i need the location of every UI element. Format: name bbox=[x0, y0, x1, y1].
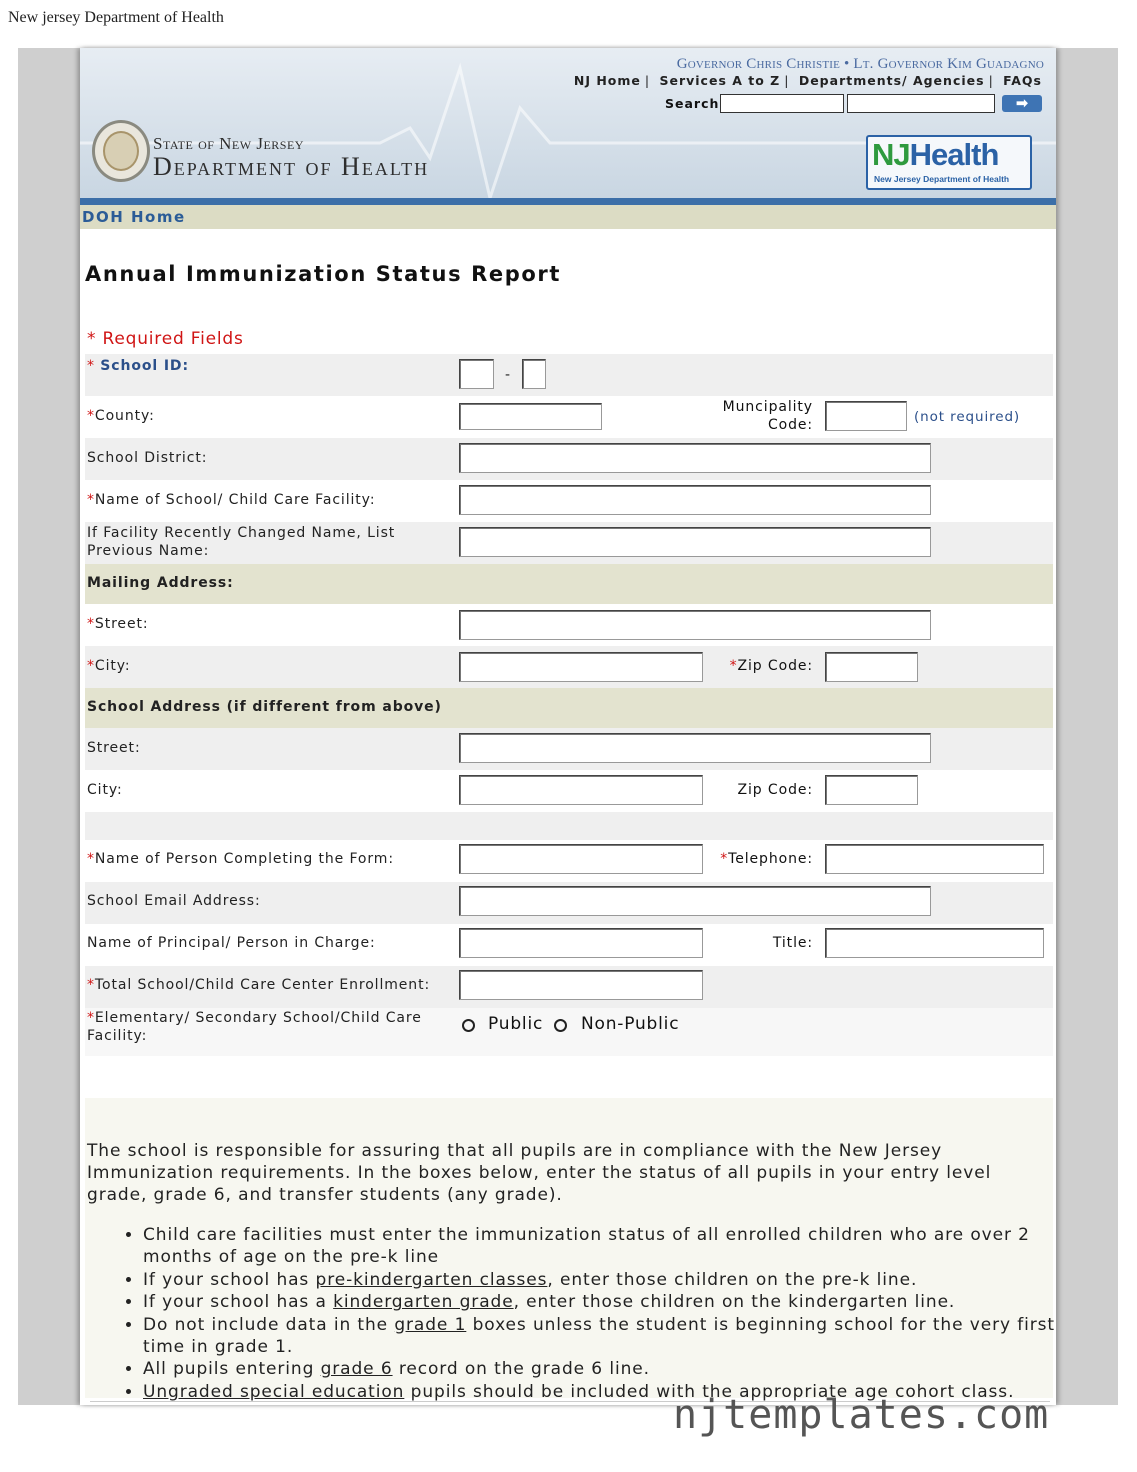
state-seal-icon bbox=[92, 120, 150, 182]
school-street-label: Street: bbox=[87, 740, 141, 756]
school-street-input[interactable] bbox=[459, 733, 931, 763]
grade-1-link[interactable]: grade 1 bbox=[394, 1314, 467, 1335]
school-id-part1-input[interactable] bbox=[459, 359, 494, 389]
school-zip-label: Zip Code: bbox=[737, 782, 813, 798]
nav-nj-home[interactable]: NJ Home bbox=[573, 73, 641, 88]
required-fields-note: * Required Fields bbox=[87, 329, 244, 349]
doh-nav-bar bbox=[80, 205, 1056, 229]
school-name-input[interactable] bbox=[459, 485, 931, 515]
pre-k-link[interactable]: pre-kindergarten classes bbox=[315, 1269, 548, 1290]
row-facility-type bbox=[85, 1008, 1053, 1056]
title-input[interactable] bbox=[825, 928, 1044, 958]
form-page bbox=[80, 48, 1056, 1405]
row-school-name: *Name of School/ Child Care Facility: bbox=[85, 480, 1053, 522]
instructions-paragraph: The school is responsible for assuring that all pupils are in compliance with the New Jersey Immunization requirements. In the boxes below, enter the status of all pupils in your entry level grade, grade 6, and transfer students (any grade). bbox=[87, 1141, 992, 1205]
non-public-label: Non-Public bbox=[581, 1014, 680, 1034]
kindergarten-link[interactable]: kindergarten grade bbox=[333, 1292, 514, 1313]
public-label: Public bbox=[488, 1014, 544, 1034]
watermark: njtemplates.com bbox=[673, 1392, 1050, 1438]
special-education-link[interactable]: Ungraded special education bbox=[143, 1381, 405, 1402]
instruction-item-1: • Child care facilities must enter the immunization status of all enrolled children who are over 2 months of age on the pre-k line bbox=[143, 1224, 1083, 1269]
telephone-input[interactable] bbox=[825, 844, 1044, 874]
school-district-input[interactable] bbox=[459, 443, 931, 473]
facility-type-label: *Elementary/ Secondary School/Child Care Facility: bbox=[87, 1010, 422, 1044]
logo-nj: NJ bbox=[872, 137, 910, 172]
document-header: New jersey Department of Health bbox=[8, 9, 224, 26]
school-email-label: School Email Address: bbox=[87, 893, 261, 909]
search-scope-input[interactable] bbox=[847, 94, 995, 113]
county-input[interactable] bbox=[459, 403, 602, 430]
grade-6-link[interactable]: grade 6 bbox=[320, 1359, 393, 1380]
enrollment-input[interactable] bbox=[459, 970, 703, 1000]
governor-line: Governor Chris Christie • Lt. Governor Kim Guadagno bbox=[676, 56, 1044, 72]
school-name-label: Name of School/ Child Care Facility: bbox=[94, 492, 376, 508]
non-public-radio[interactable] bbox=[554, 1019, 567, 1032]
row-school-district bbox=[85, 438, 1053, 480]
row-school-id: * School ID: - bbox=[85, 354, 1053, 396]
search-label: Search bbox=[665, 96, 720, 111]
row-school-email bbox=[85, 882, 1053, 924]
school-city-label: City: bbox=[87, 782, 123, 798]
spacer-row bbox=[85, 812, 1053, 840]
previous-name-input[interactable] bbox=[459, 527, 931, 557]
person-completing-input[interactable] bbox=[459, 844, 703, 874]
county-label: County: bbox=[94, 408, 155, 424]
title-label: Title: bbox=[772, 935, 813, 951]
mailing-address-heading: Mailing Address: bbox=[87, 575, 234, 591]
state-name: State of New Jersey bbox=[153, 134, 304, 153]
mail-city-label: City: bbox=[94, 658, 131, 674]
school-zip-input[interactable] bbox=[825, 775, 918, 805]
row-county: *County: Muncipality Code: (not required) bbox=[87, 399, 1021, 433]
department-name: Department of Health bbox=[153, 152, 430, 181]
row-principal bbox=[85, 924, 1053, 966]
row-mail-city: *City: *Zip Code: bbox=[85, 646, 1053, 688]
nav-faqs[interactable]: FAQs bbox=[1003, 73, 1042, 88]
school-address-heading: School Address (if different from above) bbox=[87, 699, 442, 715]
principal-label: Name of Principal/ Person in Charge: bbox=[87, 935, 376, 951]
nav-services[interactable]: Services A to Z bbox=[659, 73, 781, 88]
instructions-list bbox=[87, 1224, 1083, 1403]
previous-name-label: If Facility Recently Changed Name, List Previous Name: bbox=[87, 525, 396, 559]
person-completing-label: Name of Person Completing the Form: bbox=[94, 851, 394, 867]
divider-bar bbox=[80, 198, 1056, 205]
mail-street-input[interactable] bbox=[459, 610, 931, 640]
mail-street-label: Street: bbox=[94, 616, 149, 632]
school-address-section bbox=[85, 688, 1053, 728]
mail-zip-label: Zip Code: bbox=[737, 658, 813, 674]
not-required-note: (not required) bbox=[914, 409, 1021, 425]
instruction-item-6: • Ungraded special education pupils should be included with the appropriate age cohort class. bbox=[143, 1381, 1083, 1403]
instructions-panel bbox=[85, 1098, 1055, 1402]
doh-home-link[interactable]: DOH Home bbox=[82, 208, 186, 226]
nav-departments[interactable]: Departments/ Agencies bbox=[798, 73, 985, 88]
site-banner bbox=[80, 48, 1056, 198]
mailing-address-section bbox=[85, 564, 1053, 604]
logo-subtitle: New Jersey Department of Health bbox=[874, 174, 1010, 184]
row-school-city bbox=[85, 770, 1053, 812]
school-district-label: School District: bbox=[87, 450, 208, 466]
top-nav: NJ Home | Services A to Z | Departments/ Agencies | FAQs bbox=[573, 73, 1042, 88]
municipality-code-label: Muncipality Code: bbox=[722, 399, 813, 433]
row-enrollment: *Total School/Child Care Center Enrollment: bbox=[85, 966, 1053, 1008]
row-mail-street: *Street: bbox=[85, 604, 1053, 646]
school-id-separator: - bbox=[505, 367, 511, 383]
row-school-street bbox=[85, 728, 1053, 770]
municipality-code-input[interactable] bbox=[825, 401, 907, 431]
mail-city-input[interactable] bbox=[459, 652, 703, 682]
school-email-input[interactable] bbox=[459, 886, 931, 916]
row-previous-name bbox=[85, 522, 1053, 564]
row-person-completing: *Name of Person Completing the Form: *Telephone: bbox=[85, 840, 1053, 882]
njhealth-logo bbox=[866, 135, 1032, 190]
logo-health: Health bbox=[909, 137, 999, 172]
telephone-label: Telephone: bbox=[728, 851, 813, 867]
instruction-item-3: • If your school has a kindergarten grade, enter those children on the kindergarten line. bbox=[143, 1291, 1083, 1313]
principal-input[interactable] bbox=[459, 928, 703, 958]
public-radio[interactable] bbox=[462, 1019, 475, 1032]
instruction-item-4: • Do not include data in the grade 1 boxes unless the student is beginning school for the very first time in grade 1. bbox=[143, 1314, 1083, 1359]
page-title: Annual Immunization Status Report bbox=[85, 262, 561, 286]
school-id-label: School ID: bbox=[100, 358, 189, 374]
instruction-item-2: • If your school has pre-kindergarten classes, enter those children on the pre-k line. bbox=[143, 1269, 1083, 1291]
search-go-button[interactable]: ➡ bbox=[1002, 95, 1042, 112]
school-id-part2-input[interactable] bbox=[522, 359, 546, 389]
mail-zip-input[interactable] bbox=[825, 652, 918, 682]
instruction-item-5: • All pupils entering grade 6 record on the grade 6 line. bbox=[143, 1358, 1083, 1380]
search-input[interactable] bbox=[720, 94, 844, 113]
school-city-input[interactable] bbox=[459, 775, 703, 805]
enrollment-label: Total School/Child Care Center Enrollment: bbox=[94, 977, 431, 993]
